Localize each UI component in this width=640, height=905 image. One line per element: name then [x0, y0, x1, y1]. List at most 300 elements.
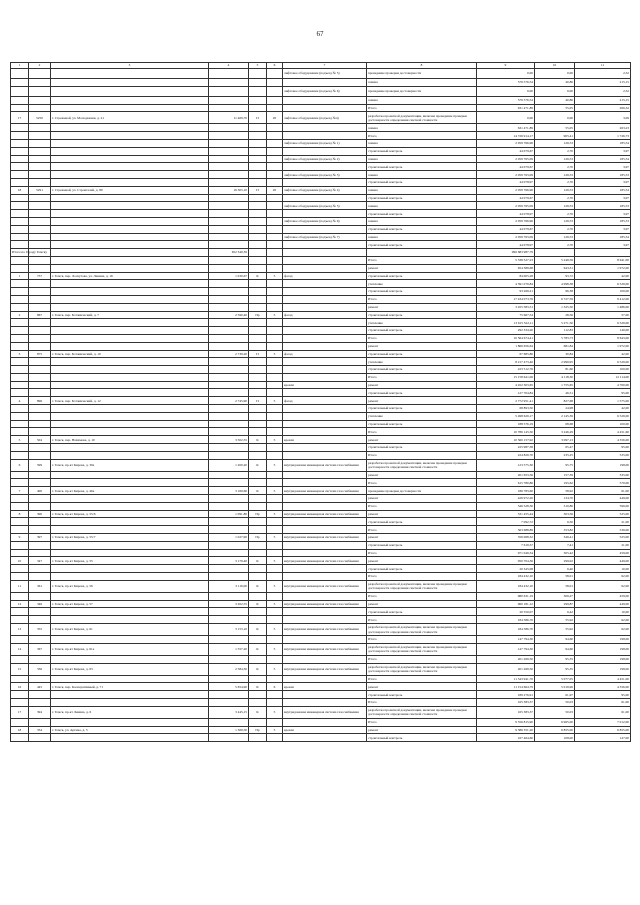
table-cell	[283, 718, 367, 726]
table-cell: 525,00	[575, 510, 631, 518]
table-cell: ремонт	[367, 600, 477, 608]
table-cell	[51, 210, 209, 218]
table-cell	[11, 96, 29, 104]
table-cell	[209, 734, 249, 742]
table-cell: 13	[11, 624, 29, 636]
table-cell	[267, 104, 283, 112]
table-row	[11, 132, 631, 140]
table-cell: 3 169,60	[209, 487, 249, 495]
table-cell: 95,75	[535, 459, 575, 471]
table-cell: ремонт	[367, 471, 477, 479]
table-cell: 346,41	[535, 534, 575, 542]
table-cell	[11, 608, 29, 616]
table-cell: 336	[29, 663, 51, 675]
table-cell	[11, 264, 29, 272]
table-cell: 2 772 951,41	[477, 397, 535, 405]
table-cell: ремонт	[367, 303, 477, 311]
table-cell: 11 469,70	[209, 112, 249, 124]
table-cell	[249, 592, 267, 600]
table-cell	[209, 210, 249, 218]
table-cell	[209, 592, 249, 600]
table-cell: 9 556 815,90	[477, 718, 535, 726]
table-cell: 184 432,10	[477, 573, 535, 581]
table-cell	[29, 636, 51, 644]
table-row	[11, 444, 631, 452]
table-cell	[283, 96, 367, 104]
table-cell	[29, 541, 51, 549]
table-cell	[267, 139, 283, 147]
table-cell: 536,00	[575, 526, 631, 534]
table-cell: 44 079,67	[477, 225, 535, 233]
table-row	[11, 264, 631, 272]
table-cell: 2 059 766,96	[477, 217, 535, 225]
table-cell: 16	[11, 683, 29, 691]
table-cell	[283, 303, 367, 311]
table-cell	[209, 698, 249, 706]
table-cell: 2 059 763,09	[477, 233, 535, 241]
table-cell: 950 704,36	[477, 557, 535, 565]
column-header: 1	[11, 63, 29, 69]
table-cell	[51, 541, 209, 549]
table-cell	[29, 412, 51, 420]
table-cell	[209, 451, 249, 459]
table-cell	[29, 358, 51, 366]
table-cell: г. Томск, пер. Ботанический, д. 7	[51, 311, 209, 319]
table-cell: 6 965,00	[535, 718, 575, 726]
table-cell	[51, 171, 209, 179]
table-cell	[267, 171, 283, 179]
table-cell	[209, 389, 249, 397]
table-cell: Итого	[367, 256, 477, 264]
table-cell: 6,42	[535, 608, 575, 616]
table-cell	[51, 139, 209, 147]
table-cell	[267, 124, 283, 132]
table-cell: внутридомовая инженерная система газоснабжения	[283, 534, 367, 542]
table-cell: 4 700,00	[575, 381, 631, 389]
table-cell	[283, 366, 367, 374]
table-cell: 165 383,37	[477, 698, 535, 706]
table-cell	[29, 79, 51, 87]
table-cell	[51, 358, 209, 366]
table-cell: 7 619,57	[477, 541, 535, 549]
table-cell: строительный контроль	[367, 163, 477, 171]
table-cell: 5 783,73	[535, 334, 575, 342]
table-cell: замена	[367, 186, 477, 194]
table-cell	[249, 86, 267, 96]
table-cell: замена	[367, 171, 477, 179]
table-cell	[11, 225, 29, 233]
column-header: 5	[249, 63, 267, 69]
table-cell	[283, 264, 367, 272]
table-row	[11, 86, 631, 96]
table-cell	[29, 319, 51, 327]
table-cell	[249, 342, 267, 350]
table-cell	[29, 124, 51, 132]
table-row	[11, 350, 631, 358]
table-cell: 445	[29, 683, 51, 691]
table-cell	[51, 264, 209, 272]
table-row	[11, 636, 631, 644]
table-cell	[209, 549, 249, 557]
table-cell: внутридомовая инженерная система газоснабжения	[283, 557, 367, 565]
table-cell: 2,52	[575, 86, 631, 96]
column-header: 9	[477, 63, 535, 69]
table-cell	[267, 132, 283, 140]
table-cell	[249, 163, 267, 171]
table-cell: 2 584,30	[209, 663, 249, 675]
table-cell: 5 019,96	[535, 683, 575, 691]
table-cell: утепление	[367, 319, 477, 327]
table-cell: 215,15	[575, 79, 631, 87]
table-cell: 2 059 763,09	[477, 171, 535, 179]
table-cell: 3	[11, 350, 29, 358]
table-cell	[11, 518, 29, 526]
table-cell: Итого	[367, 698, 477, 706]
table-cell: П	[249, 186, 267, 194]
column-header: 6	[267, 63, 283, 69]
table-cell: Итого	[367, 616, 477, 624]
table-cell	[209, 319, 249, 327]
table-cell: 6 855,00	[575, 726, 631, 734]
table-cell	[283, 691, 367, 699]
table-cell	[11, 86, 29, 96]
table-cell	[209, 264, 249, 272]
table-cell: 6 529,00	[575, 280, 631, 288]
table-cell	[283, 241, 367, 249]
table-cell: 157,39	[535, 471, 575, 479]
table-cell	[11, 405, 29, 413]
table-cell	[283, 178, 367, 186]
table-cell: 266,32	[575, 104, 631, 112]
table-cell: 1 557,20	[209, 643, 249, 655]
column-header: 3	[51, 63, 209, 69]
table-row	[11, 420, 631, 428]
table-cell	[249, 608, 267, 616]
table-cell	[267, 358, 283, 366]
table-cell	[29, 163, 51, 171]
table-cell	[283, 565, 367, 573]
table-cell	[51, 636, 209, 644]
table-cell	[249, 549, 267, 557]
table-cell: 6 727,59	[535, 295, 575, 303]
table-cell	[29, 518, 51, 526]
table-row	[11, 124, 631, 132]
table-cell: фасад	[283, 397, 367, 405]
table-cell: 14 726 914,17	[477, 132, 535, 140]
table-cell	[267, 471, 283, 479]
table-row	[11, 549, 631, 557]
table-cell	[11, 358, 29, 366]
table-cell: 58,01	[535, 573, 575, 581]
table-cell: 2,52	[575, 69, 631, 79]
table-cell: ремонт	[367, 342, 477, 350]
table-row	[11, 573, 631, 581]
table-cell: 5 077,05	[535, 675, 575, 683]
table-cell	[29, 86, 51, 96]
table-cell: г. Томск, пер. Нахимова, д. 10	[51, 436, 209, 444]
table-cell: 198,00	[575, 655, 631, 663]
table-cell	[51, 451, 209, 459]
table-cell: 3,97	[575, 225, 631, 233]
table-cell: 397	[29, 534, 51, 542]
table-row	[11, 436, 631, 444]
table-cell	[29, 479, 51, 487]
table-cell: 905,41	[535, 132, 575, 140]
table-cell	[209, 155, 249, 163]
table-cell	[209, 518, 249, 526]
table-cell	[51, 373, 209, 381]
table-cell: 5 249,59	[535, 256, 575, 264]
table-row	[11, 272, 631, 280]
table-cell: 93,72	[535, 272, 575, 280]
table-row	[11, 319, 631, 327]
table-cell: 1 972,00	[575, 342, 631, 350]
table-cell: 5	[11, 436, 29, 444]
table-cell: строительный контроль	[367, 225, 477, 233]
table-cell: 6	[267, 683, 283, 691]
table-cell: строительный контроль	[367, 565, 477, 573]
table-cell	[209, 86, 249, 96]
table-cell: 5 498 629,17	[477, 412, 535, 420]
table-cell: К	[249, 624, 267, 636]
table-cell	[283, 405, 367, 413]
table-cell: 134,70	[535, 495, 575, 503]
table-cell: внутридомовая инженерная система газоснабжения	[283, 624, 367, 636]
table-cell: 1 027,90	[209, 534, 249, 542]
table-cell	[51, 366, 209, 374]
table-cell: 16 305,10	[209, 186, 249, 194]
table-cell: 95,00	[575, 691, 631, 699]
table-cell	[11, 381, 29, 389]
table-cell: 5	[267, 459, 283, 471]
table-cell	[51, 69, 209, 79]
table-cell	[11, 139, 29, 147]
table-row	[11, 592, 631, 600]
table-row	[11, 412, 631, 420]
table-cell: 504	[29, 436, 51, 444]
table-cell: 1 325,50	[535, 303, 575, 311]
table-cell: 7 012,00	[575, 718, 631, 726]
table-row	[11, 389, 631, 397]
table-cell: 6 529,00	[575, 412, 631, 420]
table-cell: строительный контроль	[367, 178, 477, 186]
table-cell	[51, 155, 209, 163]
table-cell	[267, 502, 283, 510]
table-cell: 67 685,86	[477, 350, 535, 358]
table-cell: 292 334,20	[477, 327, 535, 335]
table-cell	[11, 549, 29, 557]
table-cell: 390	[29, 510, 51, 518]
table-cell	[209, 295, 249, 303]
table-cell: 310,86	[535, 502, 575, 510]
table-cell	[51, 163, 209, 171]
table-cell: 3,97	[575, 194, 631, 202]
table-cell	[209, 288, 249, 296]
table-cell	[249, 565, 267, 573]
table-row	[11, 381, 631, 389]
table-cell: 62,00	[575, 580, 631, 592]
table-cell	[29, 139, 51, 147]
table-cell: 93 266,21	[477, 288, 535, 296]
table-cell	[11, 541, 29, 549]
table-cell	[11, 132, 29, 140]
table-cell	[249, 139, 267, 147]
table-cell	[29, 210, 51, 218]
table-cell	[51, 428, 209, 436]
table-cell	[249, 412, 267, 420]
table-cell: 8 641,00	[575, 256, 631, 264]
table-cell	[51, 303, 209, 311]
table-cell	[283, 698, 367, 706]
table-cell	[283, 225, 367, 233]
table-cell: 100,00	[575, 420, 631, 428]
table-cell: г. Томск, пр-кт Кирова, д. 56	[51, 580, 209, 592]
table-cell: Итого	[367, 373, 477, 381]
table-cell: 1 972,00	[575, 264, 631, 272]
table-cell	[29, 495, 51, 503]
table-cell: 299,02	[535, 557, 575, 565]
table-row	[11, 112, 631, 124]
table-cell	[51, 178, 209, 186]
table-cell: строительный контроль	[367, 541, 477, 549]
table-cell	[29, 734, 51, 742]
table-row	[11, 249, 631, 257]
table-cell: 100,00	[575, 366, 631, 374]
table-cell: 306,27	[535, 592, 575, 600]
table-row	[11, 526, 631, 534]
table-cell: К	[249, 580, 267, 592]
table-cell: 55,92	[535, 624, 575, 636]
table-cell: 95,35	[535, 655, 575, 663]
table-cell: 5	[267, 272, 283, 280]
table-cell: 2 590,40	[209, 311, 249, 319]
table-cell	[267, 698, 283, 706]
table-cell	[29, 381, 51, 389]
column-header: 7	[283, 63, 367, 69]
table-row	[11, 428, 631, 436]
table-cell: 459,00	[575, 549, 631, 557]
table-cell: 654 389,68	[477, 264, 535, 272]
table-cell	[209, 225, 249, 233]
table-cell: Пр	[249, 311, 267, 319]
table-cell: 3 502,55	[209, 436, 249, 444]
table-cell	[51, 194, 209, 202]
table-cell: 167 464,60	[477, 734, 535, 742]
table-cell: 599	[29, 459, 51, 471]
table-row	[11, 256, 631, 264]
table-cell	[29, 444, 51, 452]
table-cell: Итого	[367, 573, 477, 581]
table-cell: Итого	[367, 718, 477, 726]
table-cell: 14	[11, 643, 29, 655]
table-cell: 0,00	[477, 86, 535, 96]
table-cell	[51, 675, 209, 683]
table-cell	[11, 526, 29, 534]
table-cell	[267, 479, 283, 487]
table-cell: К	[249, 643, 267, 655]
table-cell: строительный контроль	[367, 194, 477, 202]
table-cell: 449,00	[575, 600, 631, 608]
table-cell	[51, 327, 209, 335]
table-cell	[209, 479, 249, 487]
table-row	[11, 397, 631, 405]
table-row	[11, 683, 631, 691]
table-cell	[11, 373, 29, 381]
table-cell	[11, 256, 29, 264]
table-cell: 8	[11, 510, 29, 518]
table-cell	[249, 327, 267, 335]
table-cell	[11, 280, 29, 288]
table-cell: 5	[267, 557, 283, 565]
table-cell: ремонт	[367, 534, 477, 542]
table-cell: 5	[267, 580, 283, 592]
table-cell: 5	[267, 624, 283, 636]
table-cell	[267, 249, 283, 257]
table-cell: кровля	[283, 726, 367, 734]
table-cell	[29, 280, 51, 288]
table-cell: ремонт	[367, 381, 477, 389]
table-cell	[283, 163, 367, 171]
table-cell: строительный контроль	[367, 147, 477, 155]
table-cell	[51, 592, 209, 600]
table-cell	[29, 225, 51, 233]
table-cell: строительный контроль	[367, 210, 477, 218]
table-cell: 17 434 073,76	[477, 295, 535, 303]
table-cell	[209, 412, 249, 420]
table-cell: 5	[267, 534, 283, 542]
table-cell	[11, 495, 29, 503]
table-cell	[29, 241, 51, 249]
table-cell	[209, 79, 249, 87]
table-cell: 61,00	[575, 706, 631, 718]
table-cell: 185,53	[575, 171, 631, 179]
table-cell: 57,00	[575, 311, 631, 319]
table-cell	[249, 444, 267, 452]
table-cell: 224 829,70	[477, 451, 535, 459]
table-cell: строительный контроль	[367, 311, 477, 319]
table-cell: 10 564 674,41	[477, 334, 535, 342]
table-cell: Итого	[367, 592, 477, 600]
table-cell: фасад	[283, 350, 367, 358]
table-cell: 353,82	[535, 526, 575, 534]
table-cell: 0,00	[535, 86, 575, 96]
table-cell: проведение проверки достоверности	[367, 86, 477, 96]
table-cell: 8 643,00	[575, 334, 631, 342]
table-cell: лифтовое оборудование (подъезд № 3)	[283, 171, 367, 179]
table-cell	[51, 698, 209, 706]
table-cell	[51, 518, 209, 526]
table-cell	[209, 303, 249, 311]
table-cell	[267, 444, 283, 452]
table-cell	[267, 334, 283, 342]
table-cell: замена	[367, 96, 477, 104]
table-cell	[267, 526, 283, 534]
table-cell	[51, 79, 209, 87]
table-cell: Итого	[367, 655, 477, 663]
table-cell: 20	[267, 186, 283, 194]
table-row	[11, 194, 631, 202]
table-cell	[267, 675, 283, 683]
table-cell	[29, 549, 51, 557]
table-cell: 235,25	[535, 451, 575, 459]
table-cell	[29, 155, 51, 163]
table-cell: кровля	[283, 381, 367, 389]
table-cell	[209, 69, 249, 79]
table-cell: 3 202,55	[209, 600, 249, 608]
table-cell: 1 369,50	[209, 726, 249, 734]
table-cell	[283, 420, 367, 428]
table-row	[11, 217, 631, 225]
